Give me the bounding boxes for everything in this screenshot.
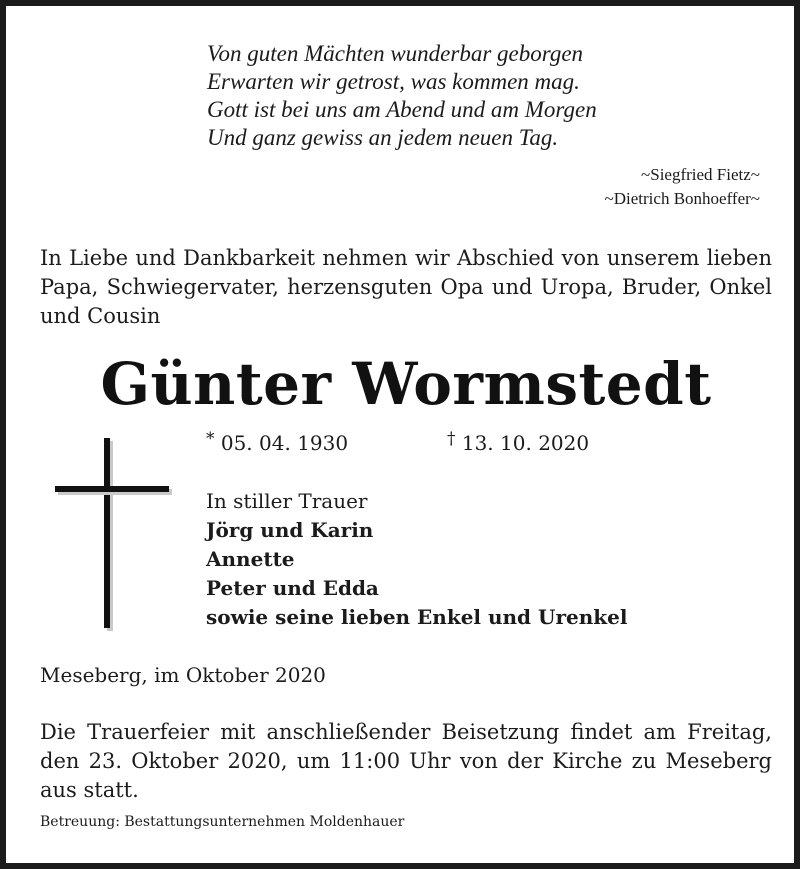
poem-line: Erwarten wir getrost, was kommen mag. [207, 69, 580, 94]
death-symbol: † [447, 429, 456, 449]
poem-line: Und ganz gewiss an jedem neuen Tag. [207, 125, 559, 150]
deceased-name: Günter Wormstedt [100, 350, 712, 418]
intro-text: In Liebe und Dankbarkeit nehmen wir Abschied von unserem lieben Papa, Schwiegervater, herzensguten Opa und Uropa, Bruder, Onkel und Cousin [40, 246, 772, 328]
mourner-name: sowie seine lieben Enkel und Urenkel [206, 605, 628, 629]
poem-line: Von guten Mächten wunderbar geborgen [207, 41, 584, 66]
mourner-name: Peter und Edda [206, 576, 379, 600]
poem-credits [605, 163, 760, 211]
poem-line: Gott ist bei uns am Abend und am Morgen [207, 97, 597, 122]
mourner-name: Jörg und Karin [206, 518, 374, 542]
cross-vertical-bar [104, 438, 110, 628]
mourners-heading: In stiller Trauer [206, 489, 368, 513]
birth-date-line [206, 431, 348, 455]
poem [207, 40, 767, 152]
death-date: 13. 10. 2020 [461, 431, 590, 455]
undertaker-credit: Betreuung: Bestattungsunternehmen Moldenhauer [40, 814, 405, 830]
mourner-name: Annette [206, 547, 295, 571]
place-date: Meseberg, im Oktober 2020 [40, 663, 326, 687]
cross-horizontal-bar [55, 486, 169, 492]
credit-composer: ~Siegfried Fietz~ [641, 165, 760, 184]
mourners-block [206, 487, 627, 632]
death-date-line [447, 431, 589, 455]
birth-date: 05. 04. 1930 [220, 431, 349, 455]
funeral-service-text: Die Trauerfeier mit anschließender Beisetzung findet am Freitag, den 23. Oktober 2020, um 11:00 Uhr von der Kirche zu Meseberg aus statt. [40, 720, 772, 802]
birth-symbol: * [206, 429, 215, 449]
credit-author: ~Dietrich Bonhoeffer~ [604, 189, 760, 208]
